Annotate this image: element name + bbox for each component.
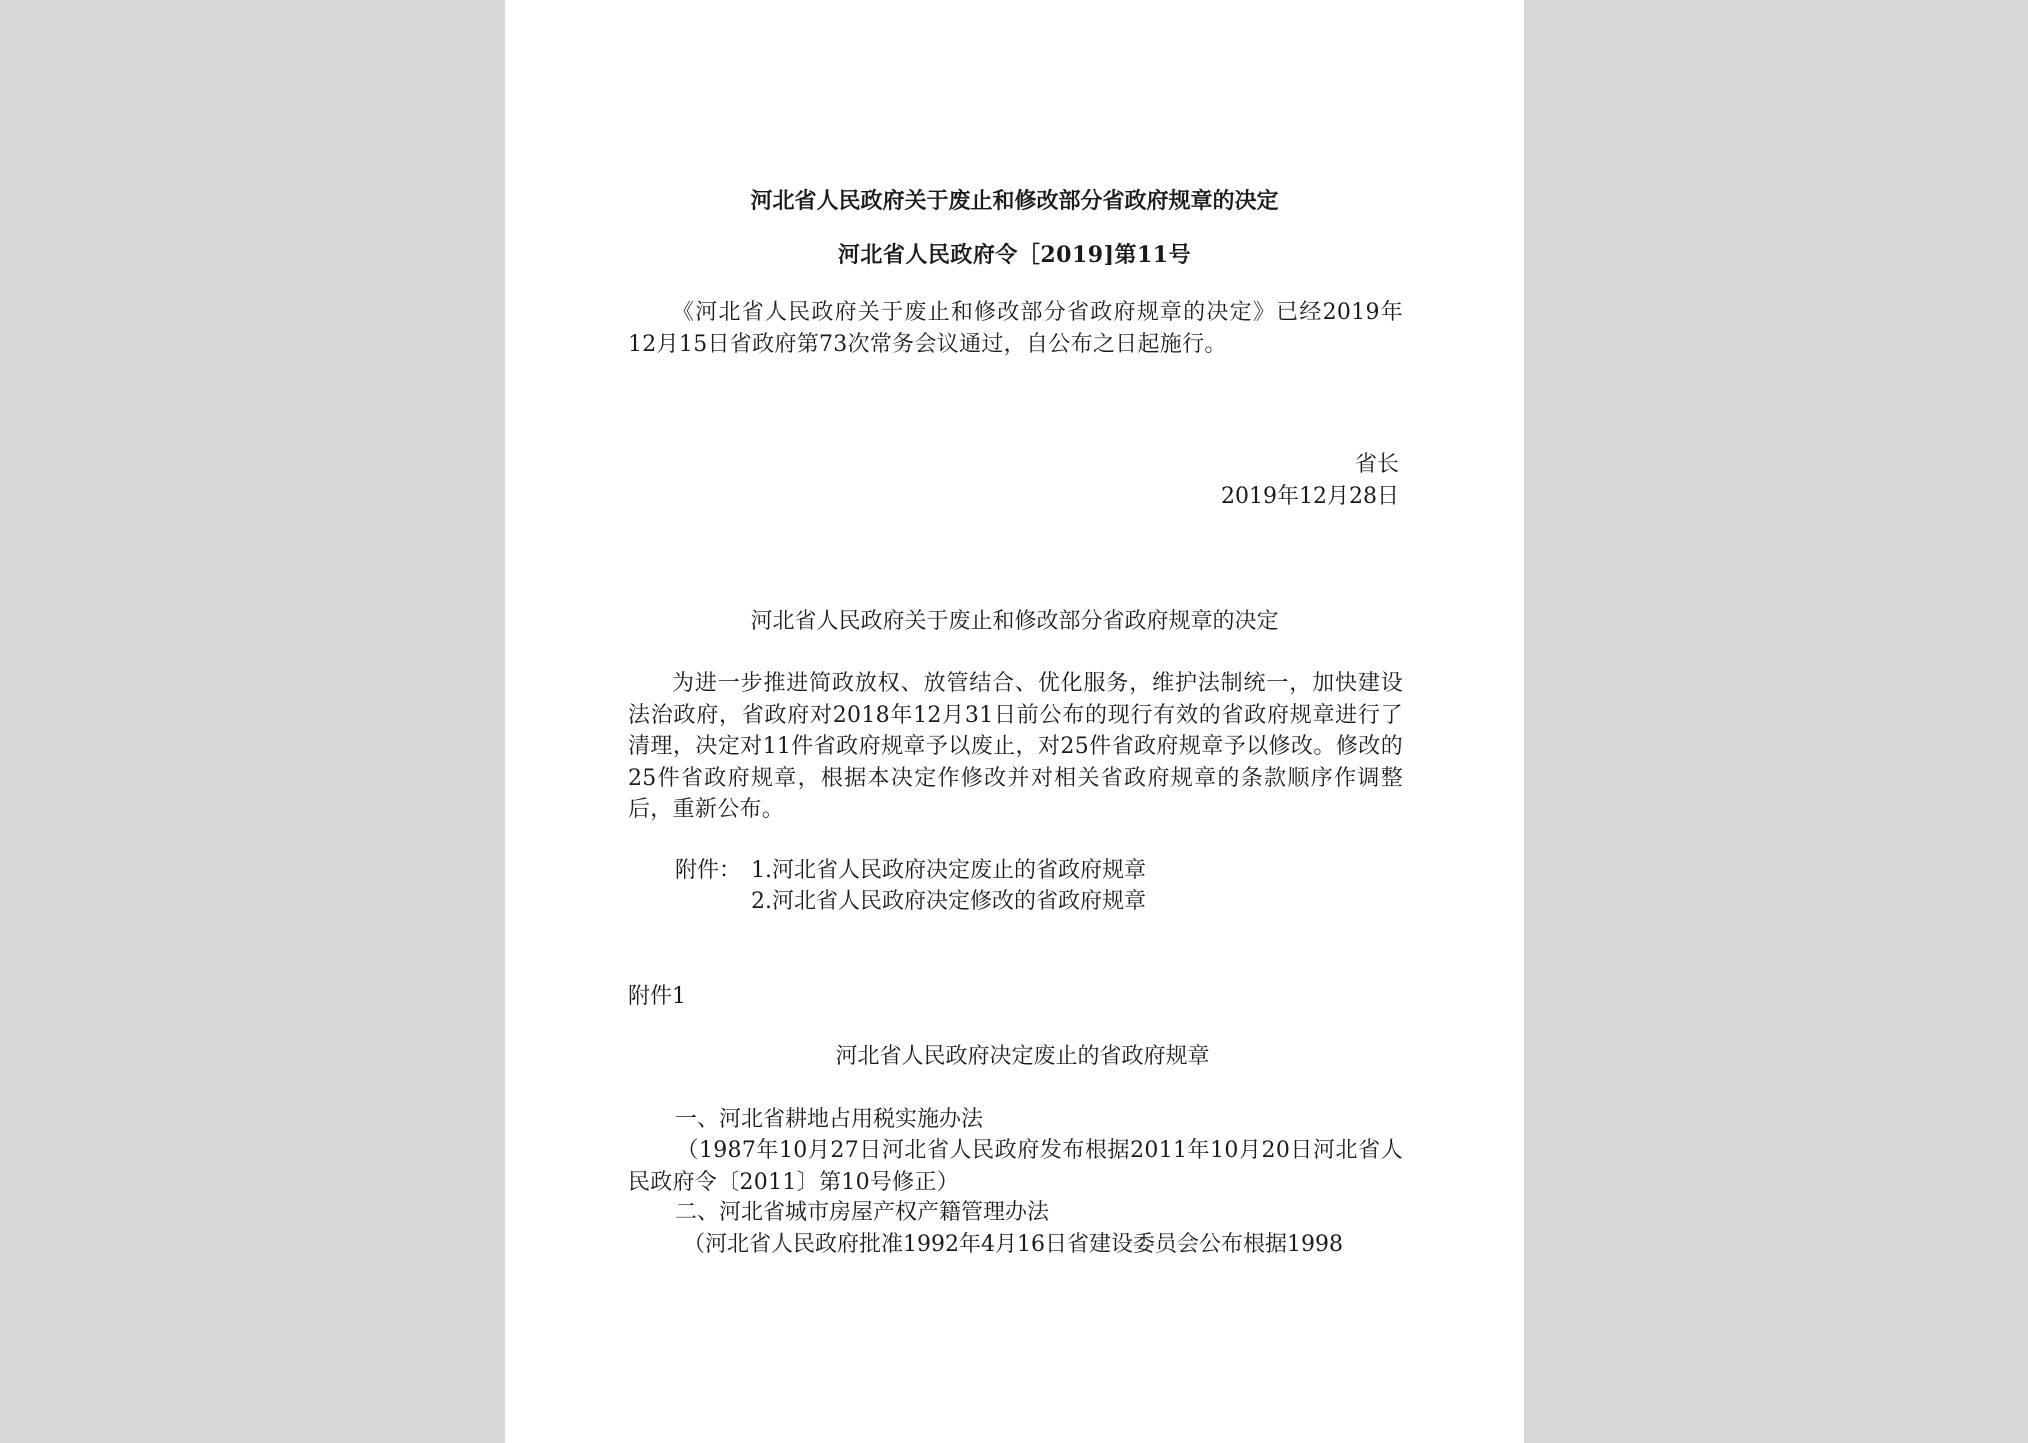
- annex1-label: 附件1: [628, 984, 686, 1009]
- signature-title: 省长: [1354, 452, 1399, 477]
- order-number: 河北省人民政府令［2019]第11号: [837, 242, 1192, 268]
- decision-body: 为进一步推进简政放权、放管结合、优化服务，维护法制统一，加快建设法治政府，省政府对2018年12月31日前公布的现行有效的省政府规章进行了清理，决定对11件省政府规章予以废止，对25件省政府规章予以修改。修改的25件省政府规章，根据本决定作修改并对相关省政府规章的条款顺序作调整后，重新公布。: [628, 671, 1403, 822]
- attachment-item: 1.河北省人民政府决定废止的省政府规章: [751, 858, 1146, 883]
- decision-heading: 河北省人民政府关于废止和修改部分省政府规章的决定: [750, 609, 1279, 634]
- document-page: [505, 0, 1524, 1443]
- annex1-item-note: （1987年10月27日河北省人民政府发布根据2011年10月20日河北省人民政府令〔2011〕第10号修正）: [628, 1138, 1403, 1195]
- annex1-item-note: （河北省人民政府批准1992年4月16日省建设委员会公布根据1998: [683, 1232, 1343, 1257]
- intro-paragraph: 《河北省人民政府关于废止和修改部分省政府规章的决定》已经2019年12月15日省政府第73次常务会议通过，自公布之日起施行。: [628, 300, 1403, 357]
- annex1-title: 河北省人民政府决定废止的省政府规章: [835, 1044, 1210, 1069]
- attachments-label: 附件：: [675, 858, 742, 883]
- annex1-item-name: 一、河北省耕地占用税实施办法: [675, 1107, 984, 1132]
- signature-date: 2019年12月28日: [1221, 484, 1399, 509]
- annex1-item-name: 二、河北省城市房屋产权产籍管理办法: [675, 1200, 1050, 1225]
- document-title: 河北省人民政府关于废止和修改部分省政府规章的决定: [750, 188, 1279, 214]
- attachment-item: 2.河北省人民政府决定修改的省政府规章: [751, 889, 1146, 914]
